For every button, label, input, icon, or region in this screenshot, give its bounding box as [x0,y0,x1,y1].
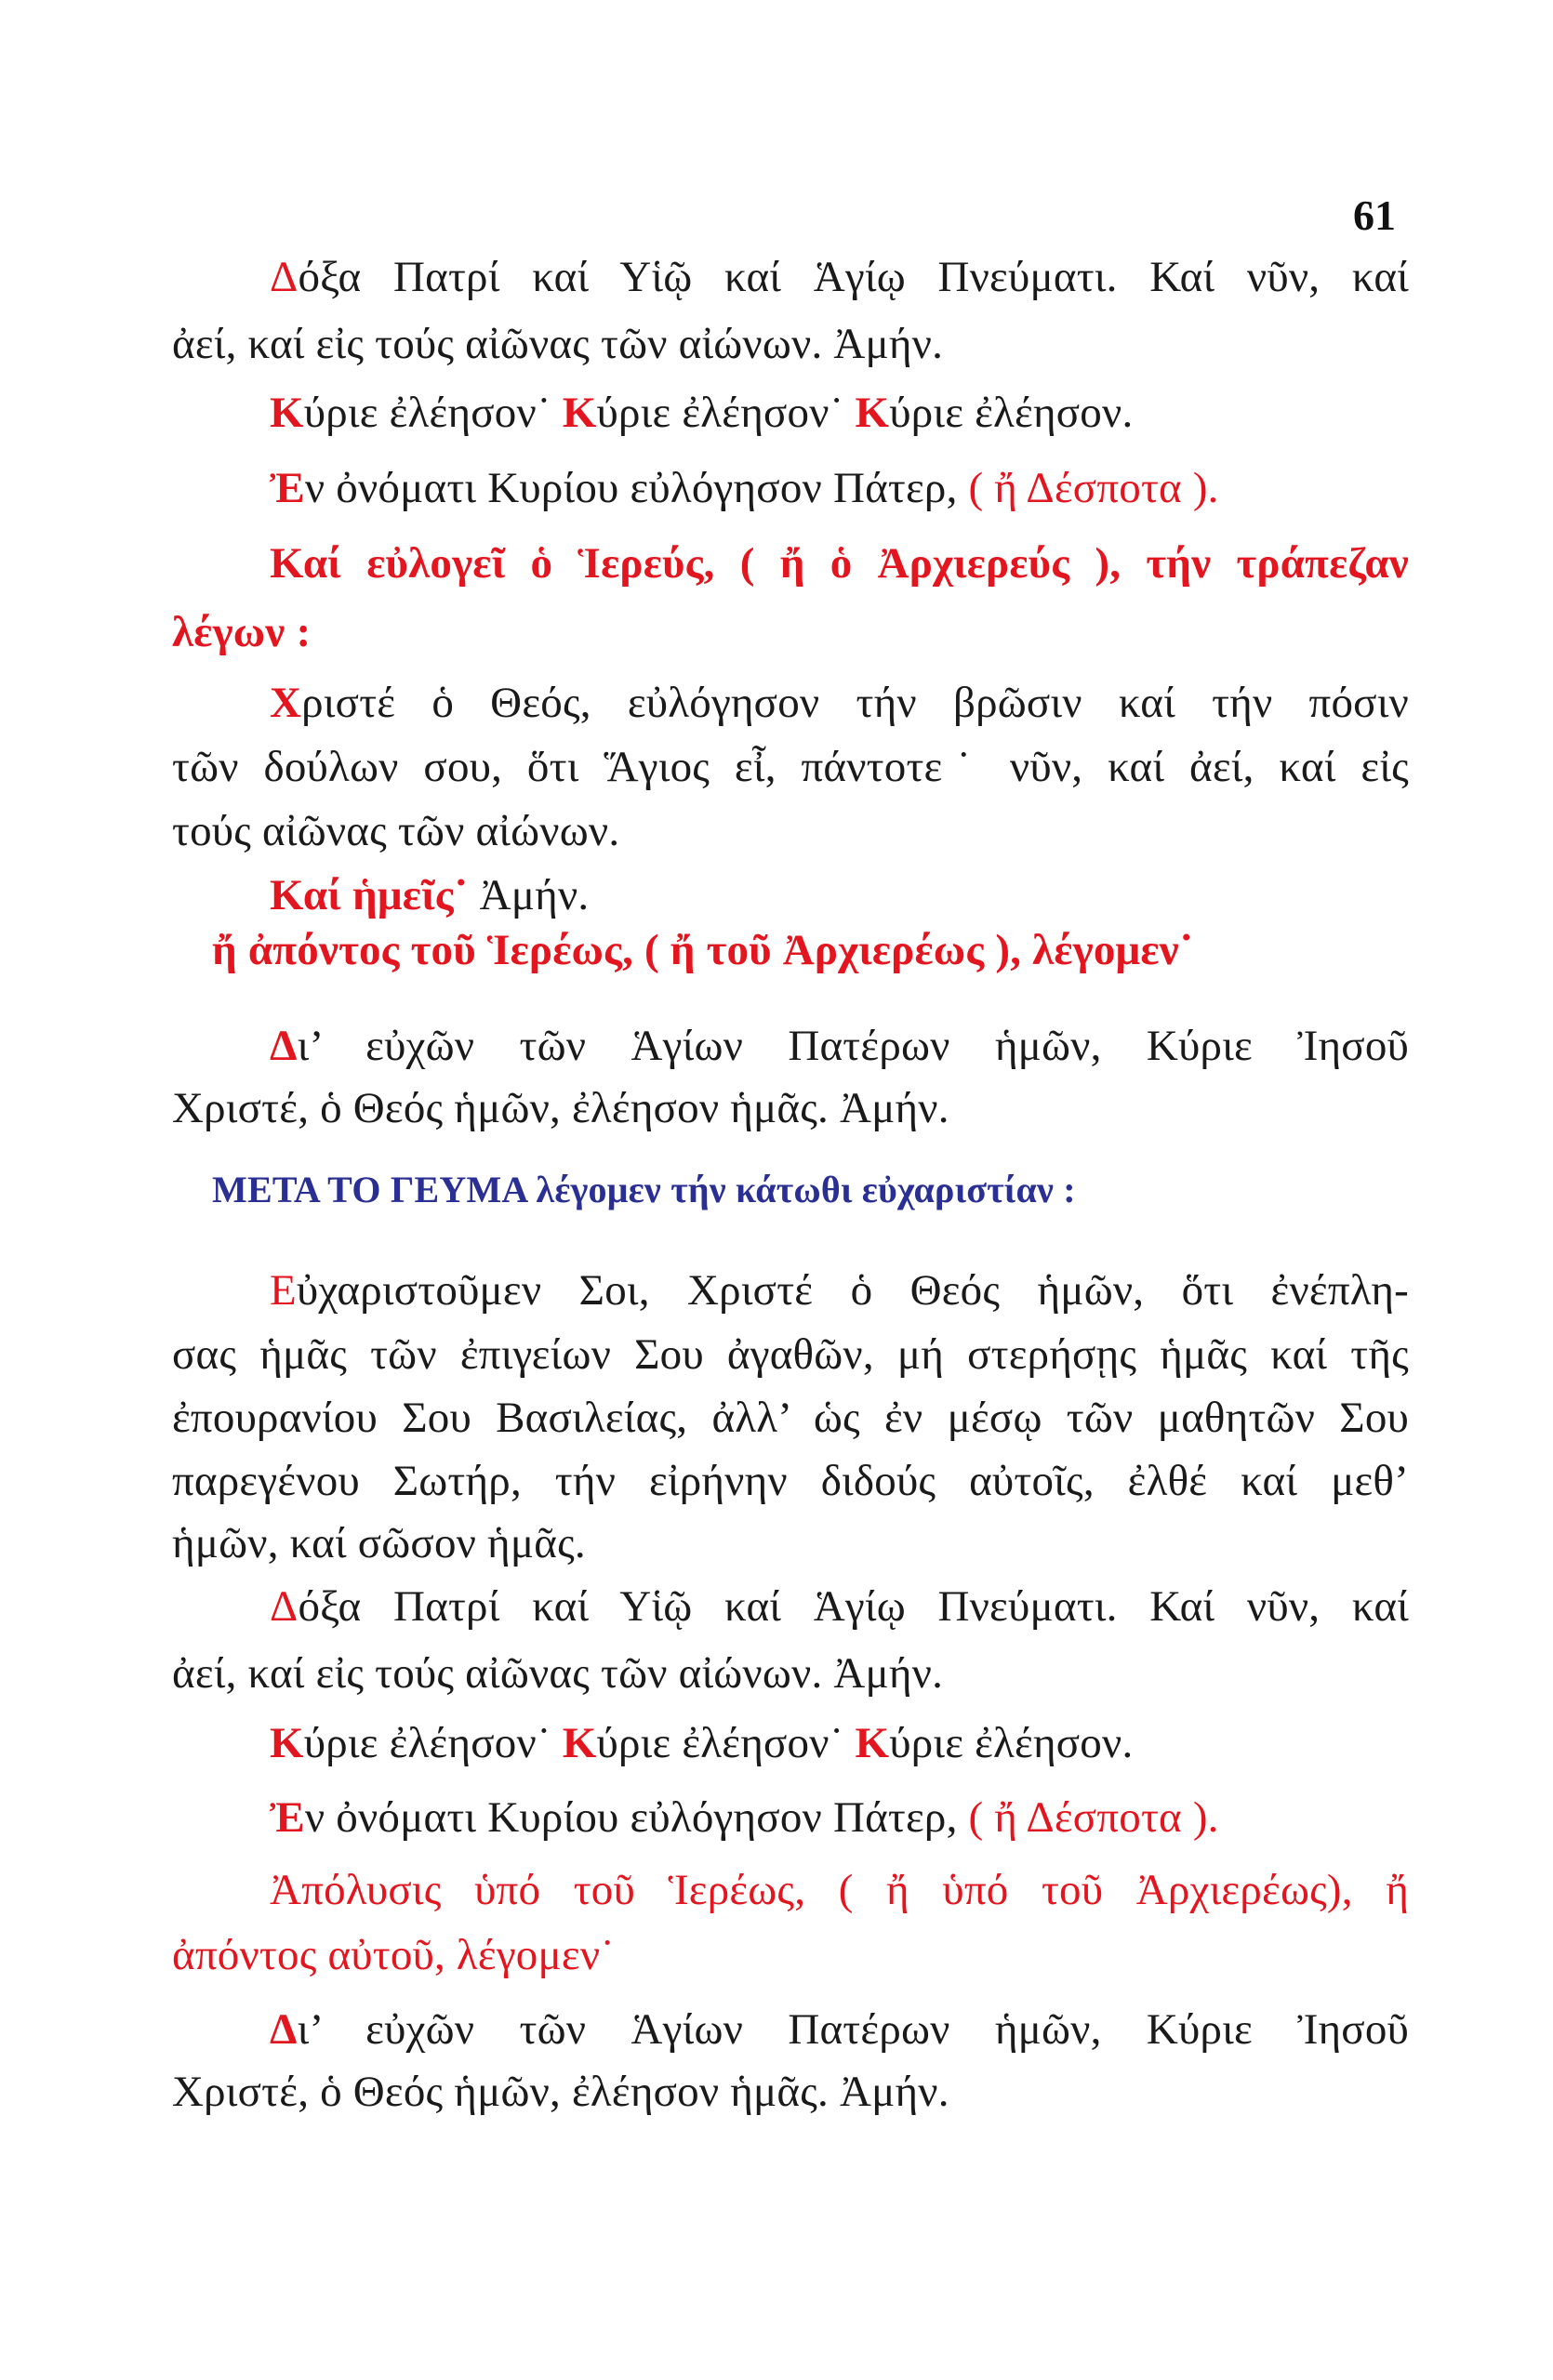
thanksgiving-line-5: ἡμῶν, καί σῶσον ἡμᾶς. [172,1519,586,1567]
response-line: Καί ἡμεῖς˙ Ἀμήν. [270,871,590,919]
final-prayer-line-1: Δι’ εὐχῶν τῶν Ἁγίων Πατέρων ἡμῶν, Κύριε Ἰησοῦ [270,2005,1409,2054]
doxology-line-2: ἀεί, καί εἰς τούς αἰῶνας τῶν αἰώνων. Ἀμήν. [172,320,944,368]
drop-initial: Δ [270,253,299,301]
thanksgiving-line-3: ἐπουρανίου Σου Βασιλείας, ἀλλ’ ὡς ἐν μέσῳ τῶν μαθητῶν Σου [172,1394,1409,1442]
doxology-line-1: Δόξα Πατρί καί Υἱῷ καί Ἁγίῳ Πνεύματι. Καί νῦν, καί [270,253,1409,301]
prayer-line-2: τῶν δούλων σου, ὅτι Ἅγιος εἶ, πάντοτε˙ νῦν, καί ἀεί, καί εἰς [172,743,1409,791]
prayer-line-1: Χριστέ ὁ Θεός, εὐλόγησον τήν βρῶσιν καί τήν πόσιν [270,679,1409,727]
blessing-request2-line: Ἐν ὀνόματι Κυρίου εὐλόγησον Πάτερ, ( ἤ Δέσποτα ). [270,1793,1219,1842]
doxology2-line-2: ἀεί, καί εἰς τούς αἰῶνας τῶν αἰώνων. Ἀμήν. [172,1649,944,1698]
dismissal-line-2: Χριστέ, ὁ Θεός ἡμῶν, ἐλέησον ἡμᾶς. Ἀμήν. [172,1084,949,1132]
final-prayer-line-2: Χριστέ, ὁ Θεός ἡμῶν, ἐλέησον ἡμᾶς. Ἀμήν. [172,2068,949,2116]
rubric-dismissal-2: ἀπόντος αὐτοῦ, λέγομεν˙ [172,1931,616,1979]
thanksgiving-line-4: παρεγένου Σωτήρ, τήν εἰρήνην διδούς αὐτοῖς, ἐλθέ καί μεθ’ [172,1457,1409,1505]
rubric-line-1: Καί εὐλογεῖ ὁ Ἱερεύς, ( ἤ ὁ Ἀρχιερεύς ), τήν τράπεζαν [270,539,1409,588]
rubric-line-2: λέγων : [172,608,312,656]
kyrie2-line: Κύριε ἐλέησον˙ Κύριε ἐλέησον˙ Κύριε ἐλέησον. [270,1719,1134,1767]
blessing-request-line: Ἐν ὀνόματι Κυρίου εὐλόγησον Πάτερ, ( ἤ Δέσποτα ). [270,464,1219,512]
prayer-line-3: τούς αἰῶνας τῶν αἰώνων. [172,807,620,855]
dismissal-line-1: Δι’ εὐχῶν τῶν Ἁγίων Πατέρων ἡμῶν, Κύριε Ἰησοῦ [270,1022,1409,1070]
page-number: 61 [1353,192,1396,239]
thanksgiving-line-2: σας ἡμᾶς τῶν ἐπιγείων Σου ἀγαθῶν, μή στερήσῃς ἡμᾶς καί τῆς [172,1330,1409,1379]
doxology2-line-1: Δόξα Πατρί καί Υἱῷ καί Ἁγίῳ Πνεύματι. Καί νῦν, καί [270,1582,1409,1631]
kyrie-line: Κύριε ἐλέησον˙ Κύριε ἐλέησον˙ Κύριε ἐλέησον. [270,389,1134,437]
section-heading: ΜΕΤΑ ΤΟ ΓΕΥΜΑ λέγομεν τήν κάτωθι εὐχαριστίαν : [212,1169,1076,1210]
rubric-absent-priest: ἤ ἀπόντος τοῦ Ἱερέως, ( ἤ τοῦ Ἀρχιερέως ), λέγομεν˙ [212,926,1194,974]
thanksgiving-line-1: Εὐχαριστοῦμεν Σοι, Χριστέ ὁ Θεός ἡμῶν, ὅτι ἐνέπλη- [270,1266,1409,1315]
rubric-dismissal-1: Ἀπόλυσις ὑπό τοῦ Ἱερέως, ( ἤ ὑπό τοῦ Ἀρχιερέως), ἤ [270,1866,1409,1914]
